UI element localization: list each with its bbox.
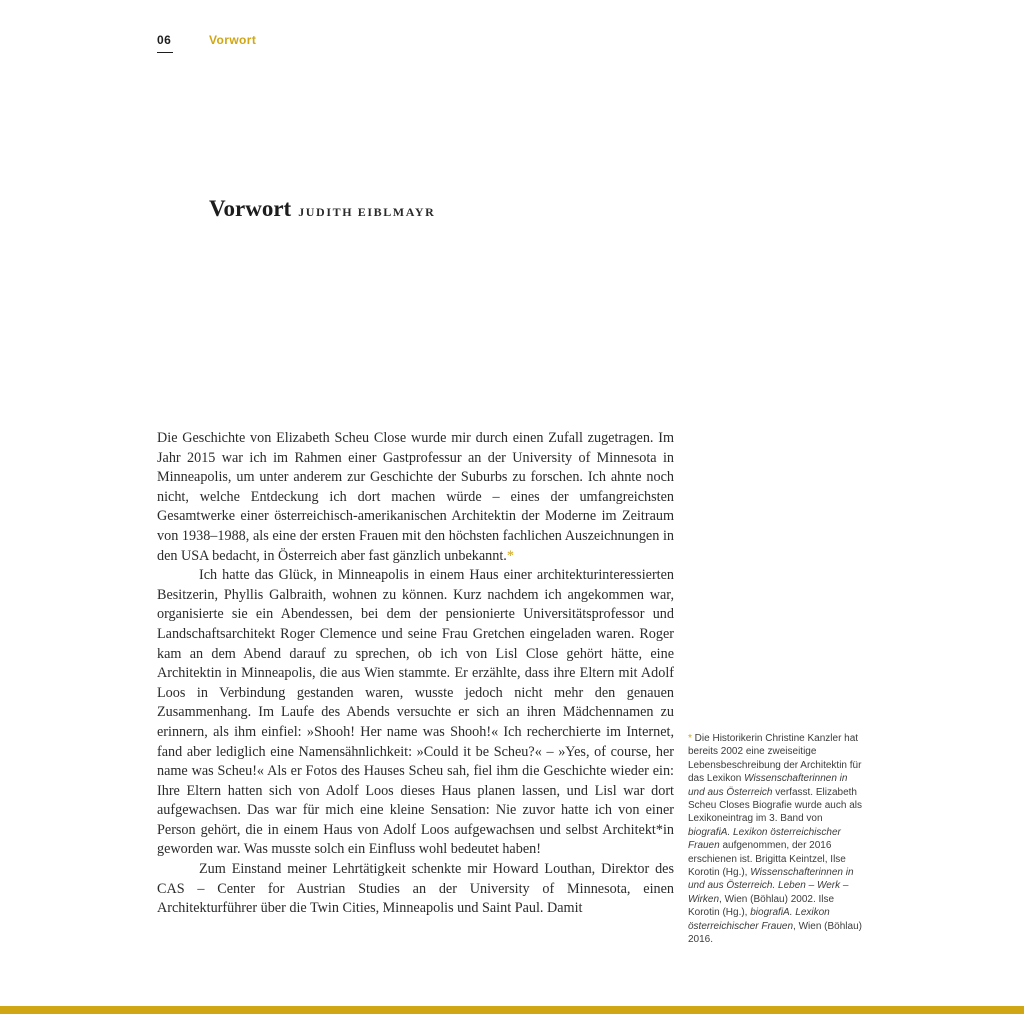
running-head-section-label: Vorwort bbox=[209, 33, 257, 47]
running-head bbox=[157, 33, 257, 53]
paragraph-3: Zum Einstand meiner Lehrtätigkeit schenkte mir Howard Louthan, Direktor des CAS – Center for Austrian Studies an der University of Minnesota, einen Architekturführer über die Twin Cities, Minneapolis und Saint Paul. Damit bbox=[157, 861, 674, 917]
footnote-marker: * bbox=[506, 547, 514, 564]
chapter-author: JUDITH EIBLMAYR bbox=[298, 205, 436, 219]
body-text bbox=[157, 429, 674, 919]
margin-note bbox=[688, 732, 862, 947]
page-number-text: 06 bbox=[157, 33, 172, 47]
page-number bbox=[157, 33, 173, 53]
paragraph-2: Ich hatte das Glück, in Minneapolis in einem Haus einer architekturinteressierten Besitzerin, Phyllis Galbraith, wohnen zu können. Kurz nachdem ich angekommen war, organisierte sie ein Abendessen, bei dem der pensionierte Universitätsprofessor und Landschaftsarchitekt Roger Clemence und seine Frau Gretchen eingeladen waren. Roger kam an dem Abend darauf zu sprechen, ob ich von Lisl Close gehört hätte, eine Architektin in Minneapolis, die aus Wien stammte. Er erzählte, dass ihre Eltern mit Adolf Loos in Verbindung gestanden waren, wusste jedoch nicht mehr den genauen Zusammenhang. Im Laufe des Abends versuchte er sich an ihren Mädchennamen zu erinnern, als ihm einfiel: »Shooh! Her name was Shooh!« Ich recherchierte im Internet, fand aber lediglich eine Namensähnlichkeit: »Could it be Scheu?« – »Yes, of course, her name was Scheu!« Als er Fotos des Hauses Scheu sah, fiel ihm die Geschichte wieder ein: Ihre Eltern hatten sich von Adolf Loos dieses Haus planen lassen, und Lisl war dort aufgewachsen. Das war für mich eine kleine Sensation: Nie zuvor hatte ich von einer Person gehört, die in einem Haus von Adolf Loos aufgewachsen und selbst Architekt*in geworden war. Was musste solch ein Einfluss wohl bedeutet haben! bbox=[157, 567, 674, 858]
margin-note-text: Die Historikerin Christine Kanzler hat bereits 2002 eine zweiseitige Lebensbeschreibung der Architektin für das Lexikon Wissenschafterinnen in und aus Österreich verfasst. Elizabeth Scheu Closes Biografie wurde auch als Lexikoneintrag im 3. Band von biografiA. Lexikon österreichischer Frauen aufgenommen, der 2016 erschienen ist. Brigitta Keintzel, Ilse Korotin (Hg.), Wissenschafterinnen in und aus Österreich. Leben – Werk – Wirken, Wien (Böhlau) 2002. Ilse Korotin (Hg.), biografiA. Lexikon österreichischer Frauen, Wien (Böhlau) 2016. bbox=[688, 733, 862, 946]
bottom-accent-bar bbox=[0, 1006, 1024, 1014]
chapter-title bbox=[209, 197, 435, 220]
page-number-rule bbox=[157, 52, 173, 53]
paragraph-1 bbox=[157, 429, 674, 566]
margin-note-marker: * bbox=[688, 733, 692, 744]
chapter-title-text: Vorwort bbox=[209, 196, 292, 221]
paragraph-1-text: Die Geschichte von Elizabeth Scheu Close wurde mir durch einen Zufall zugetragen. Im Jahr 2015 war ich im Rahmen einer Gastprofessur an der University of Minnesota in Minneapolis, um unter anderem zur Geschichte der Suburbs zu forschen. Ich ahnte noch nicht, welche Entdeckung ich dort machen würde – eines der umfangreichsten Gesamtwerke einer österreichisch-amerikanischen Architektin der Moderne im Zeitraum von 1938–1988, als eine der ersten Frauen mit den höchsten fachlichen Auszeichnungen in den USA bedacht, in Österreich aber fast gänzlich unbekannt. bbox=[157, 430, 674, 564]
